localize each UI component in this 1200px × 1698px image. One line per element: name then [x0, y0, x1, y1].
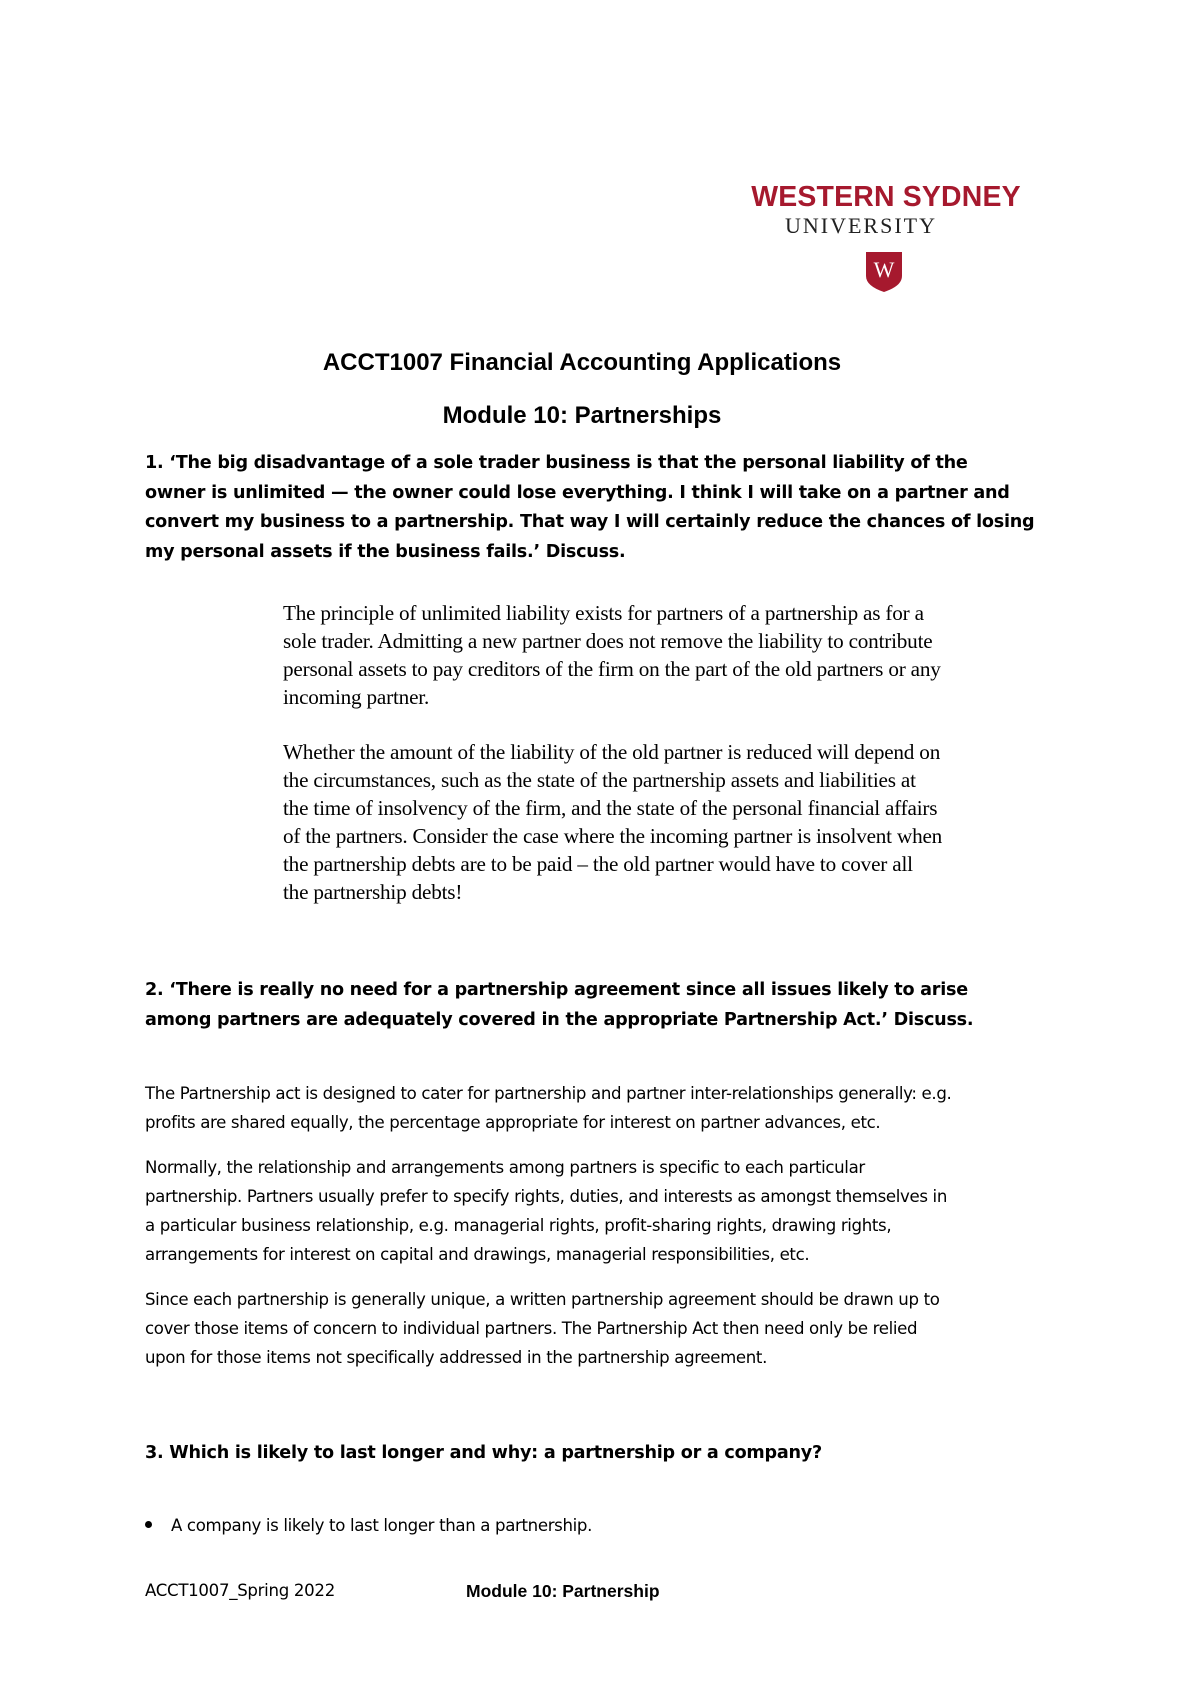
logo-wordmark-line2: UNIVERSITY: [785, 213, 937, 238]
answer-line: of the partners. Consider the case where the incoming partner is insolvent when: [283, 824, 943, 848]
answer-line: the partnership debts!: [283, 880, 463, 904]
footer-course-code: ACCT1007_Spring 2022: [145, 1581, 335, 1600]
answer-line: incoming partner.: [283, 685, 430, 709]
answer-1-paragraph-2: [283, 738, 1073, 906]
bullet-item: [145, 1511, 592, 1540]
answer-line: personal assets to pay creditors of the firm on the part of the old partners or any: [283, 657, 941, 681]
answer-2-paragraph-2: [145, 1153, 1085, 1269]
course-title: ACCT1007 Financial Accounting Applications: [322, 349, 842, 376]
shield-icon: [866, 252, 902, 292]
logo-wordmark-line1: WESTERN SYDNEY: [751, 181, 1021, 213]
answer-line: Normally, the relationship and arrangements among partners is specific to each particular: [145, 1158, 865, 1177]
answer-line: partnership. Partners usually prefer to specify rights, duties, and interests as amongst themselves in: [145, 1187, 947, 1206]
answer-line: sole trader. Admitting a new partner does not remove the liability to contribute: [283, 629, 933, 653]
bullet-icon: [145, 1521, 152, 1528]
answer-line: a particular business relationship, e.g. managerial rights, profit-sharing rights, drawing rights,: [145, 1216, 892, 1235]
question-1-line: convert my business to a partnership. That way I will certainly reduce the chances of losing: [145, 512, 1035, 532]
answer-line: Since each partnership is generally unique, a written partnership agreement should be drawn up to: [145, 1290, 940, 1309]
shield-letter: W: [873, 257, 895, 282]
answer-1-paragraph-1: [283, 599, 1073, 711]
question-3-line: 3. Which is likely to last longer and why: a partnership or a company?: [145, 1443, 822, 1463]
answer-line: the partnership debts are to be paid – the old partner would have to cover all: [283, 852, 913, 876]
question-2-line: among partners are adequately covered in the appropriate Partnership Act.’ Discuss.: [145, 1009, 974, 1030]
footer-module: Module 10: Partnership: [466, 1581, 660, 1601]
answer-line: The Partnership act is designed to cater for partnership and partner inter-relationships generally: e.g.: [145, 1084, 952, 1103]
answer-line: upon for those items not specifically addressed in the partnership agreement.: [145, 1348, 768, 1367]
answer-line: The principle of unlimited liability exists for partners of a partnership as for a: [283, 601, 924, 625]
question-1: [145, 449, 1085, 567]
answer-line: cover those items of concern to individual partners. The Partnership Act then need only be relied: [145, 1319, 918, 1338]
bullet-text: A company is likely to last longer than a partnership.: [171, 1516, 593, 1535]
answer-line: profits are shared equally, the percentage appropriate for interest on partner advances, etc.: [145, 1113, 881, 1132]
answer-2-paragraph-3: [145, 1285, 1085, 1372]
module-title: Module 10: Partnerships: [442, 402, 722, 429]
answer-line: Whether the amount of the liability of the old partner is reduced will depend on: [283, 740, 941, 764]
question-1-line: 1. ‘The big disadvantage of a sole trader business is that the personal liability of the: [145, 453, 968, 473]
answer-2-paragraph-1: [145, 1079, 1085, 1137]
question-1-line: my personal assets if the business fails.’ Discuss.: [145, 541, 626, 562]
answer-line: the circumstances, such as the state of the partnership assets and liabilities at: [283, 768, 916, 792]
question-2: [145, 976, 1085, 1035]
question-2-line: 2. ‘There is really no need for a partnership agreement since all issues likely to arise: [145, 980, 968, 1000]
answer-line: the time of insolvency of the firm, and the state of the personal financial affairs: [283, 796, 938, 820]
question-1-line: owner is unlimited — the owner could lose everything. I think I will take on a partner and: [145, 482, 1010, 503]
university-logo: [745, 180, 1027, 292]
answer-line: arrangements for interest on capital and drawings, managerial responsibilities, etc.: [145, 1245, 810, 1264]
question-3: [145, 1439, 1085, 1469]
